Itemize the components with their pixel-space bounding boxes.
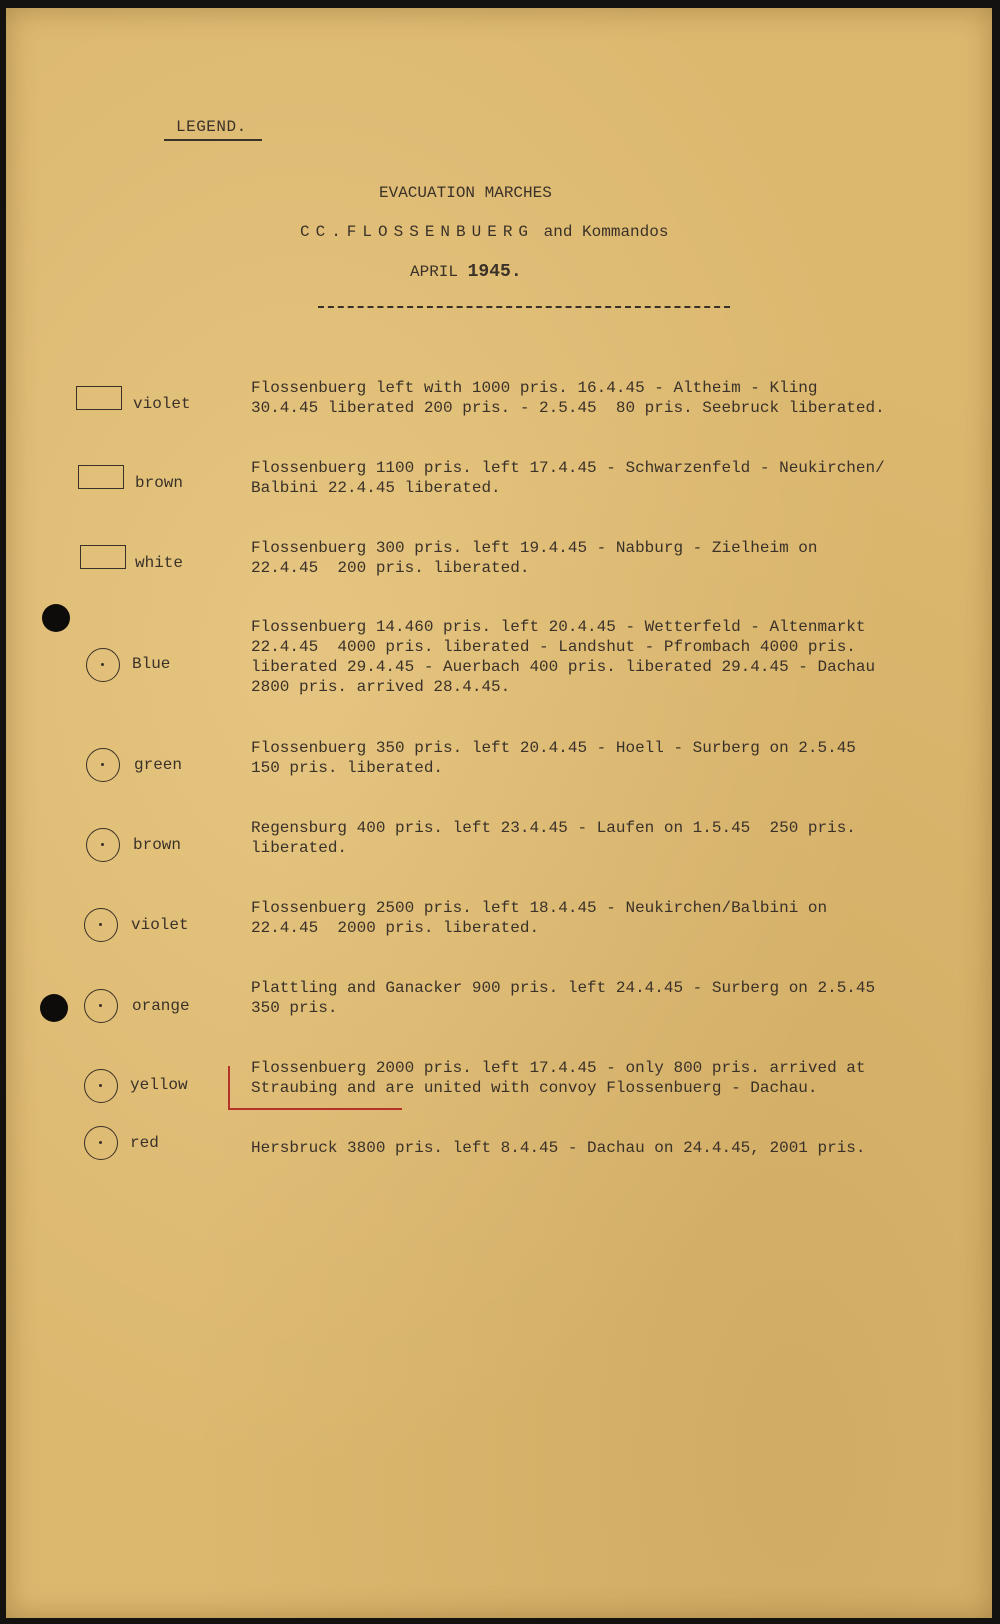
legend-entry [251,378,885,418]
legend-color-label: white [135,554,184,572]
legend-entry [251,738,856,778]
legend-entry [251,978,875,1018]
heading-month: APRIL [410,263,459,281]
legend-title: LEGEND. [176,118,247,136]
entry-line: Plattling and Ganacker 900 pris. left 24.4.45 - Surberg on 2.5.45 [251,979,876,997]
heading-line-2 [300,223,668,241]
entry-line: 22.4.45 2000 pris. liberated. [251,919,540,937]
entry-line: Flossenbuerg 2500 pris. left 18.4.45 - Neukirchen/Balbini on [251,899,828,917]
entry-line: 30.4.45 liberated 200 pris. - 2.5.45 80 pris. Seebruck liberated. [251,399,885,417]
heading-line-3 [410,262,522,282]
legend-symbol-circle [84,989,118,1023]
red-pencil-mark [228,1066,230,1108]
entry-line: Flossenbuerg 2000 pris. left 17.4.45 - only 800 pris. arrived at [251,1059,866,1077]
entry-line: Hersbruck 3800 pris. left 8.4.45 - Dachau on 24.4.45, 2001 pris. [251,1139,866,1157]
heading-camp-name: CC.FLOSSENBUERG [300,223,535,241]
legend-color-label: brown [135,474,184,492]
entry-line: Regensburg 400 pris. left 23.4.45 - Laufen on 1.5.45 250 pris. [251,819,856,837]
punch-hole-top [42,604,70,632]
entry-line: Flossenbuerg left with 1000 pris. 16.4.45 - Altheim - Kling [251,379,818,397]
entry-line: 22.4.45 4000 pris. liberated - Landshut - Pfrombach 4000 pris. [251,638,856,656]
dashed-divider [318,306,730,308]
legend-symbol-rectangle [78,465,124,489]
entry-line: Straubing and are united with convoy Flossenbuerg - Dachau. [251,1079,818,1097]
legend-symbol-rectangle [76,386,122,410]
entry-line: liberated 29.4.45 - Auerbach 400 pris. liberated 29.4.45 - Dachau [251,658,876,676]
legend-symbol-rectangle [80,545,126,569]
legend-entry [251,1058,866,1098]
legend-symbol-circle [84,1126,118,1160]
legend-color-label: yellow [130,1076,188,1094]
legend-underline [164,139,262,141]
entry-line: Flossenbuerg 350 pris. left 20.4.45 - Hoell - Surberg on 2.5.45 [251,739,856,757]
entry-line: liberated. [251,839,348,857]
entry-line: 22.4.45 200 pris. liberated. [251,559,530,577]
heading-kommandos: and Kommandos [543,223,669,241]
heading-line-1: EVACUATION MARCHES [379,184,552,202]
legend-entry [251,538,818,578]
legend-color-label: green [134,756,183,774]
legend-color-label: brown [133,836,182,854]
entry-line: Flossenbuerg 300 pris. left 19.4.45 - Nabburg - Zielheim on [251,539,818,557]
legend-color-label: Blue [132,655,171,673]
legend-entry [251,617,875,697]
legend-entry [251,1138,866,1158]
legend-entry [251,458,885,498]
legend-symbol-circle [84,1069,118,1103]
legend-symbol-circle [86,648,120,682]
entry-line: Balbini 22.4.45 liberated. [251,479,501,497]
legend-color-label: red [130,1134,159,1152]
punch-hole-bottom [40,994,68,1022]
red-pencil-underline [228,1108,402,1110]
entry-line: 150 pris. liberated. [251,759,444,777]
legend-symbol-circle [86,748,120,782]
heading-year: 1945. [467,262,522,282]
legend-color-label: orange [132,997,190,1015]
legend-entry [251,818,856,858]
entry-line: 350 pris. [251,999,338,1017]
entry-line: Flossenbuerg 1100 pris. left 17.4.45 - Schwarzenfeld - Neukirchen/ [251,459,885,477]
entry-line: 2800 pris. arrived 28.4.45. [251,678,511,696]
legend-color-label: violet [131,916,189,934]
entry-line: Flossenbuerg 14.460 pris. left 20.4.45 - Wetterfeld - Altenmarkt [251,618,866,636]
document-page [6,8,992,1618]
legend-color-label: violet [133,395,191,413]
legend-entry [251,898,827,938]
legend-symbol-circle [84,908,118,942]
legend-symbol-circle [86,828,120,862]
